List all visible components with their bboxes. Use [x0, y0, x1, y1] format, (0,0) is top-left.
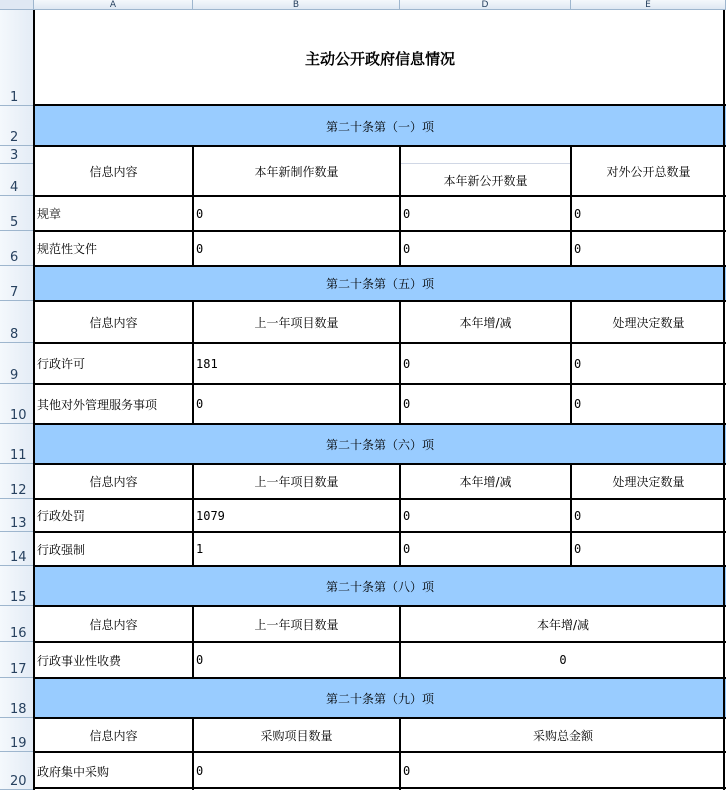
header-cell[interactable]: 处理决定数量: [612, 315, 685, 330]
grid-line: [34, 195, 726, 197]
grid-line: [34, 104, 726, 106]
table-cell[interactable]: 0: [559, 653, 567, 667]
header-cell[interactable]: 采购项目数量: [260, 728, 333, 743]
grid-line: [399, 301, 401, 424]
table-cell[interactable]: 规范性文件: [37, 242, 98, 256]
grid-line: [34, 265, 726, 267]
header-cell[interactable]: 上一年项目数量: [254, 475, 339, 489]
row-header[interactable]: 4: [0, 164, 34, 196]
select-all-corner[interactable]: [0, 0, 34, 10]
grid-line: [192, 301, 194, 424]
grid-line: [34, 565, 726, 567]
table-cell[interactable]: 0: [196, 653, 204, 667]
table-cell[interactable]: 行政处罚: [37, 509, 86, 523]
header-cell[interactable]: 对外公开总数量: [606, 164, 691, 179]
grid-line: [34, 677, 726, 679]
table-cell[interactable]: 政府集中采购: [37, 764, 110, 779]
table-cell[interactable]: 0: [574, 241, 582, 256]
grid-line: [399, 606, 401, 678]
grid-line: [34, 300, 726, 302]
grid-line: [34, 717, 726, 719]
grid-line: [34, 641, 726, 643]
grid-line: [34, 342, 726, 344]
table-cell[interactable]: 行政事业性收费: [37, 653, 122, 668]
grid-line: [34, 531, 726, 533]
table-cell[interactable]: 0: [574, 397, 582, 411]
header-cell[interactable]: 处理决定数量: [612, 475, 685, 489]
table-cell[interactable]: 0: [403, 508, 411, 523]
grid-line: [34, 498, 726, 500]
grid-line: [33, 10, 35, 790]
column-header-e[interactable]: E: [571, 0, 726, 10]
column-header-a[interactable]: A: [34, 0, 193, 10]
section-header[interactable]: 第二十条第（六）项: [34, 424, 726, 464]
grid-line: [34, 463, 726, 465]
table-cell[interactable]: 0: [196, 397, 204, 411]
row-header[interactable]: 6: [0, 231, 34, 266]
table-cell[interactable]: 0: [403, 542, 411, 556]
column-header-b[interactable]: B: [193, 0, 400, 10]
table-cell[interactable]: 1: [196, 542, 204, 556]
row-header[interactable]: 18: [0, 678, 34, 718]
table-cell[interactable]: 0: [574, 508, 582, 523]
header-cell[interactable]: 上一年项目数量: [254, 315, 339, 330]
table-cell[interactable]: 0: [574, 206, 582, 221]
grid-line: [400, 163, 571, 164]
row-header[interactable]: 15: [0, 566, 34, 606]
header-cell[interactable]: 本年增/减: [536, 617, 590, 632]
table-cell[interactable]: 0: [403, 397, 411, 411]
grid-line: [34, 787, 726, 789]
row-header[interactable]: 2: [0, 106, 34, 146]
grid-line: [192, 464, 194, 566]
row-header[interactable]: 3: [0, 146, 34, 164]
grid-line: [399, 464, 401, 566]
grid-line: [192, 606, 194, 678]
row-header[interactable]: 19: [0, 718, 34, 752]
row-header[interactable]: 5: [0, 196, 34, 231]
grid-line: [570, 464, 572, 566]
row-header[interactable]: 16: [0, 606, 34, 642]
row-header[interactable]: 11: [0, 424, 34, 464]
section-header[interactable]: 第二十条第（八）项: [34, 566, 726, 606]
table-cell[interactable]: 181: [196, 356, 218, 371]
table-cell[interactable]: 0: [403, 241, 411, 256]
grid-line: [34, 145, 726, 147]
grid-line: [399, 718, 401, 790]
grid-line: [34, 383, 726, 385]
column-header-d[interactable]: D: [400, 0, 571, 10]
row-header[interactable]: 17: [0, 642, 34, 678]
row-header[interactable]: 10: [0, 384, 34, 424]
section-header[interactable]: 第二十条第（九）项: [34, 678, 726, 718]
grid-line: [34, 605, 726, 607]
section-header[interactable]: 第二十条第（五）项: [34, 266, 726, 301]
header-cell[interactable]: 本年新公开数量: [443, 173, 528, 188]
header-cell[interactable]: 上一年项目数量: [254, 617, 339, 632]
row-header[interactable]: 7: [0, 266, 34, 301]
grid-line: [399, 146, 401, 266]
row-header[interactable]: 1: [0, 10, 34, 106]
sheet-title[interactable]: 主动公开政府信息情况: [304, 49, 455, 68]
header-cell[interactable]: 信息内容: [89, 164, 138, 179]
grid-line: [192, 718, 194, 790]
grid-line: [34, 423, 726, 425]
grid-line: [192, 146, 194, 266]
grid-line: [34, 230, 726, 232]
section-header[interactable]: 第二十条第（一）项: [34, 106, 726, 146]
header-cell[interactable]: 信息内容: [89, 315, 138, 330]
table-cell[interactable]: 0: [574, 356, 582, 371]
table-cell[interactable]: 0: [196, 241, 204, 256]
table-cell[interactable]: 0: [403, 206, 411, 221]
row-header[interactable]: 12: [0, 464, 34, 499]
table-cell[interactable]: 0: [403, 356, 411, 371]
header-cell[interactable]: 信息内容: [89, 617, 138, 632]
row-header[interactable]: 13: [0, 499, 34, 532]
header-cell[interactable]: 本年增/减: [459, 475, 512, 489]
table-cell[interactable]: 行政许可: [37, 357, 86, 371]
table-cell[interactable]: 0: [196, 206, 204, 221]
header-cell[interactable]: 本年增/减: [459, 315, 512, 330]
table-cell[interactable]: 行政强制: [37, 542, 86, 557]
table-cell[interactable]: 1079: [196, 508, 225, 523]
header-cell[interactable]: 本年新制作数量: [254, 164, 339, 179]
table-cell[interactable]: 规章: [37, 207, 62, 221]
table-cell[interactable]: 0: [574, 542, 582, 556]
grid-line: [570, 301, 572, 424]
header-cell[interactable]: 采购总金额: [532, 728, 593, 743]
table-cell[interactable]: 0: [403, 764, 411, 778]
grid-line: [34, 751, 726, 753]
row-header[interactable]: 20: [0, 752, 34, 790]
table-cell[interactable]: 其他对外管理服务事项: [37, 397, 158, 412]
grid-line: [723, 10, 725, 790]
table-cell[interactable]: 0: [196, 764, 204, 778]
header-cell[interactable]: 信息内容: [89, 475, 138, 489]
header-cell[interactable]: 信息内容: [89, 728, 138, 743]
row-header[interactable]: 8: [0, 301, 34, 343]
grid-line: [570, 146, 572, 266]
row-header[interactable]: 9: [0, 343, 34, 384]
row-header[interactable]: 14: [0, 532, 34, 566]
